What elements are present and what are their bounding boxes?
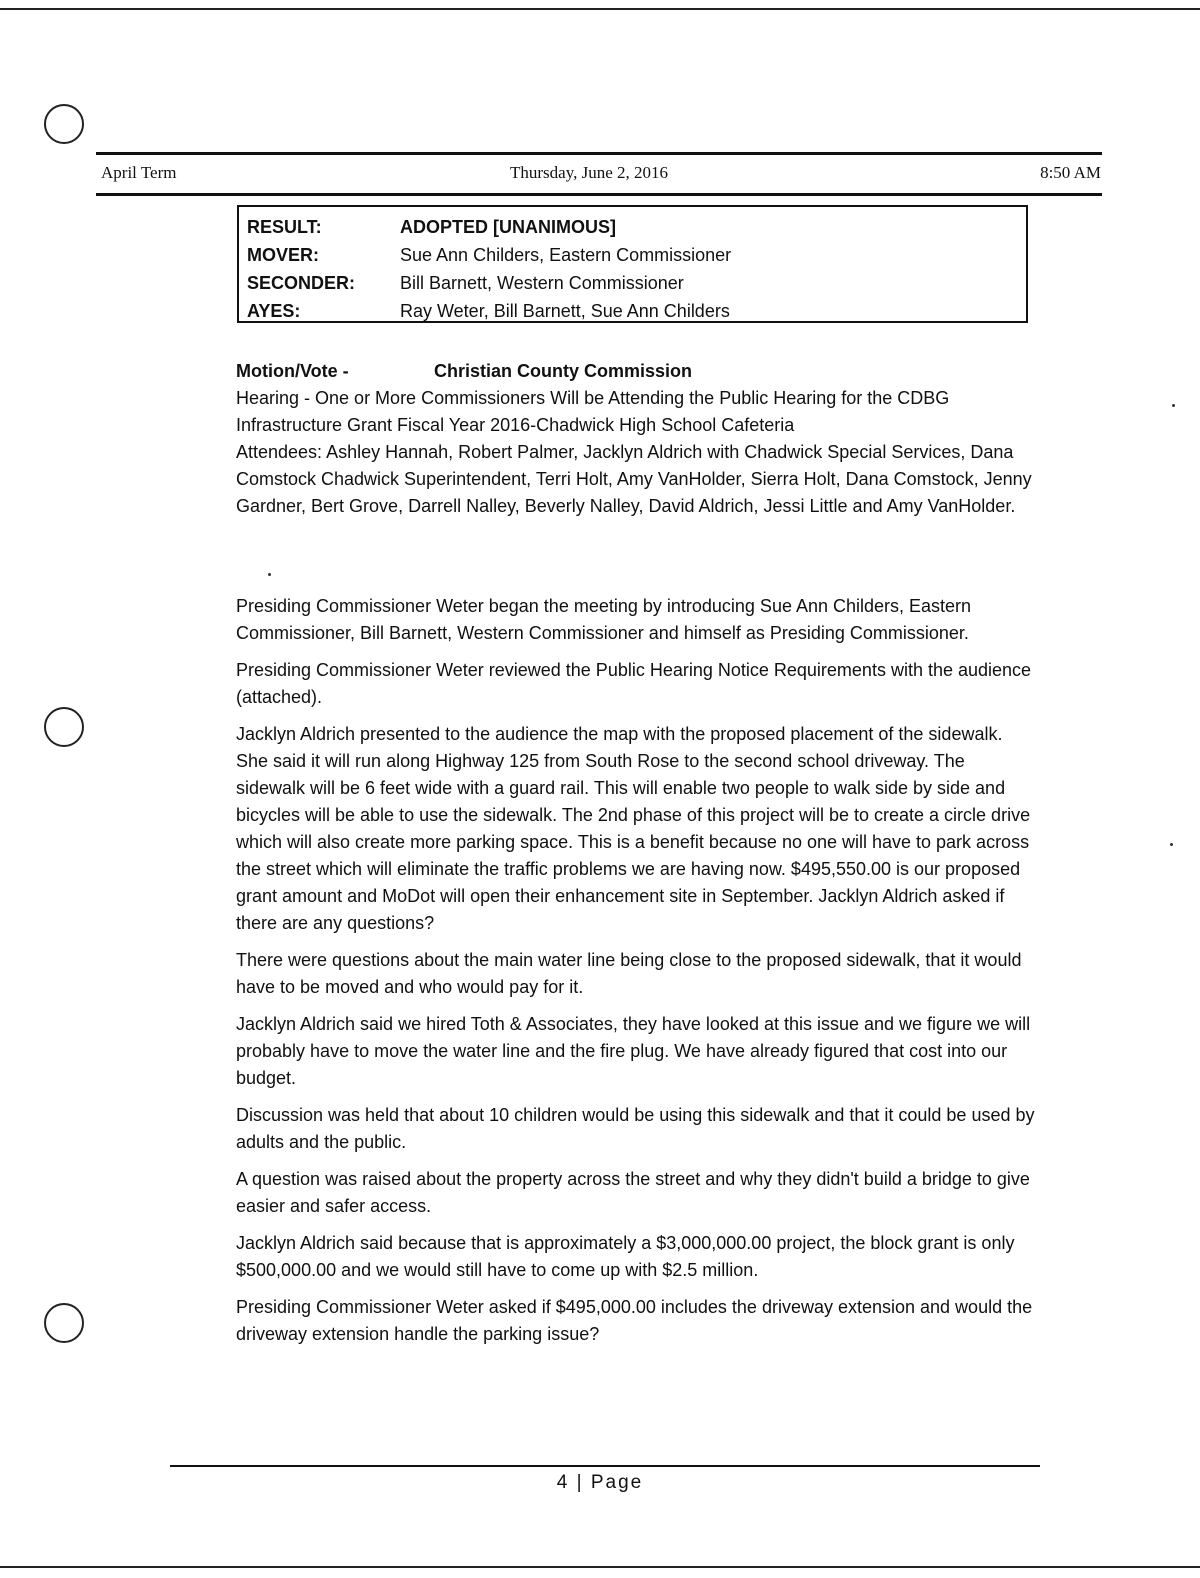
result-value: ADOPTED [UNANIMOUS] (400, 216, 616, 237)
header-time: 8:50 AM (1040, 163, 1101, 182)
seconder-value: Bill Barnett, Western Commissioner (400, 272, 684, 293)
scan-speck (1170, 843, 1173, 846)
motion-section (236, 358, 1036, 520)
punch-hole (44, 104, 84, 144)
header-term: April Term (101, 163, 177, 182)
footer-rule (170, 1465, 1040, 1467)
header-rule (96, 193, 1102, 196)
minutes-paragraph: There were questions about the main water line being close to the proposed sidewalk, that it would have to be moved and who would pay for it. (236, 950, 1022, 997)
minutes-paragraph: Jacklyn Aldrich presented to the audience the map with the proposed placement of the sidewalk. She said it will run along Highway 125 from South Rose to the second school driveway. The sidewalk will be 6 feet wide with a guard rail. This will enable two people to walk side by side and bicycles will be able to use the sidewalk. The 2nd phase of this project will be to create a circle drive which will also create more parking space. This is a benefit because no one will have to park across the street which will eliminate the traffic problems we are having now. $495,550.00 is our proposed grant amount and MoDot will open their enhancement site in September. Jacklyn Aldrich asked if there are any questions? (236, 724, 1031, 933)
scan-top-edge (0, 8, 1200, 10)
minutes-paragraph: Jacklyn Aldrich said we hired Toth & Associates, they have looked at this issue and we figure we will probably have to move the water line and the fire plug. We have already figured that cost into our budget. (236, 1014, 1031, 1088)
minutes-body (236, 593, 1036, 1358)
page-number: 4 | Page (556, 1472, 644, 1493)
scan-bottom-edge (0, 1566, 1200, 1568)
motion-label: Motion/Vote - (236, 361, 349, 381)
scan-speck (1172, 404, 1175, 407)
seconder-label: SECONDER: (247, 272, 356, 293)
ayes-label: AYES: (247, 300, 301, 321)
minutes-paragraph: Presiding Commissioner Weter began the meeting by introducing Sue Ann Childers, Eastern Commissioner, Bill Barnett, Western Commissioner and himself as Presiding Commissioner. (236, 596, 972, 643)
motion-attendees: Attendees: Ashley Hannah, Robert Palmer, Jacklyn Aldrich with Chadwick Special Services, Dana Comstock Chadwick Superintendent, Terri Holt, Amy VanHolder, Sierra Holt, Dana Comstock, Jenny Gardner, Bert Grove, Darrell Nalley, Beverly Nalley, David Aldrich, Jessi Little and Amy VanHolder. (236, 442, 1032, 516)
minutes-paragraph: Discussion was held that about 10 children would be using this sidewalk and that it could be used by adults and the public. (236, 1105, 1035, 1152)
minutes-paragraph: Presiding Commissioner Weter reviewed the Public Hearing Notice Requirements with the audience (attached). (236, 660, 1032, 707)
minutes-paragraph: Jacklyn Aldrich said because that is approximately a $3,000,000.00 project, the block grant is only $500,000.00 and we would still have to come up with $2.5 million. (236, 1233, 1015, 1280)
minutes-paragraph: A question was raised about the property across the street and why they didn't build a bridge to give easier and safer access. (236, 1169, 1030, 1216)
vote-row-result (247, 213, 1026, 241)
minutes-paragraph: Presiding Commissioner Weter asked if $495,000.00 includes the driveway extension and would the driveway extension handle the parking issue? (236, 1297, 1033, 1344)
vote-result-box (237, 205, 1028, 323)
header-date: Thursday, June 2, 2016 (510, 163, 669, 182)
vote-row-mover (247, 241, 1026, 269)
motion-heading (236, 358, 1036, 385)
result-label: RESULT: (247, 216, 322, 237)
motion-hearing: Hearing - One or More Commissioners Will be Attending the Public Hearing for the CDBG Infrastructure Grant Fiscal Year 2016-Chadwick High School Cafeteria (236, 388, 950, 435)
vote-row-ayes (247, 297, 1026, 325)
mover-label: MOVER: (247, 244, 319, 265)
mover-value: Sue Ann Childers, Eastern Commissioner (400, 244, 732, 265)
header-rule (96, 152, 1102, 155)
ayes-value: Ray Weter, Bill Barnett, Sue Ann Childers (400, 300, 730, 321)
vote-row-seconder (247, 269, 1026, 297)
punch-hole (44, 707, 84, 747)
motion-body-name: Christian County Commission (434, 361, 693, 381)
punch-hole (44, 1303, 84, 1343)
scan-speck (268, 573, 271, 576)
